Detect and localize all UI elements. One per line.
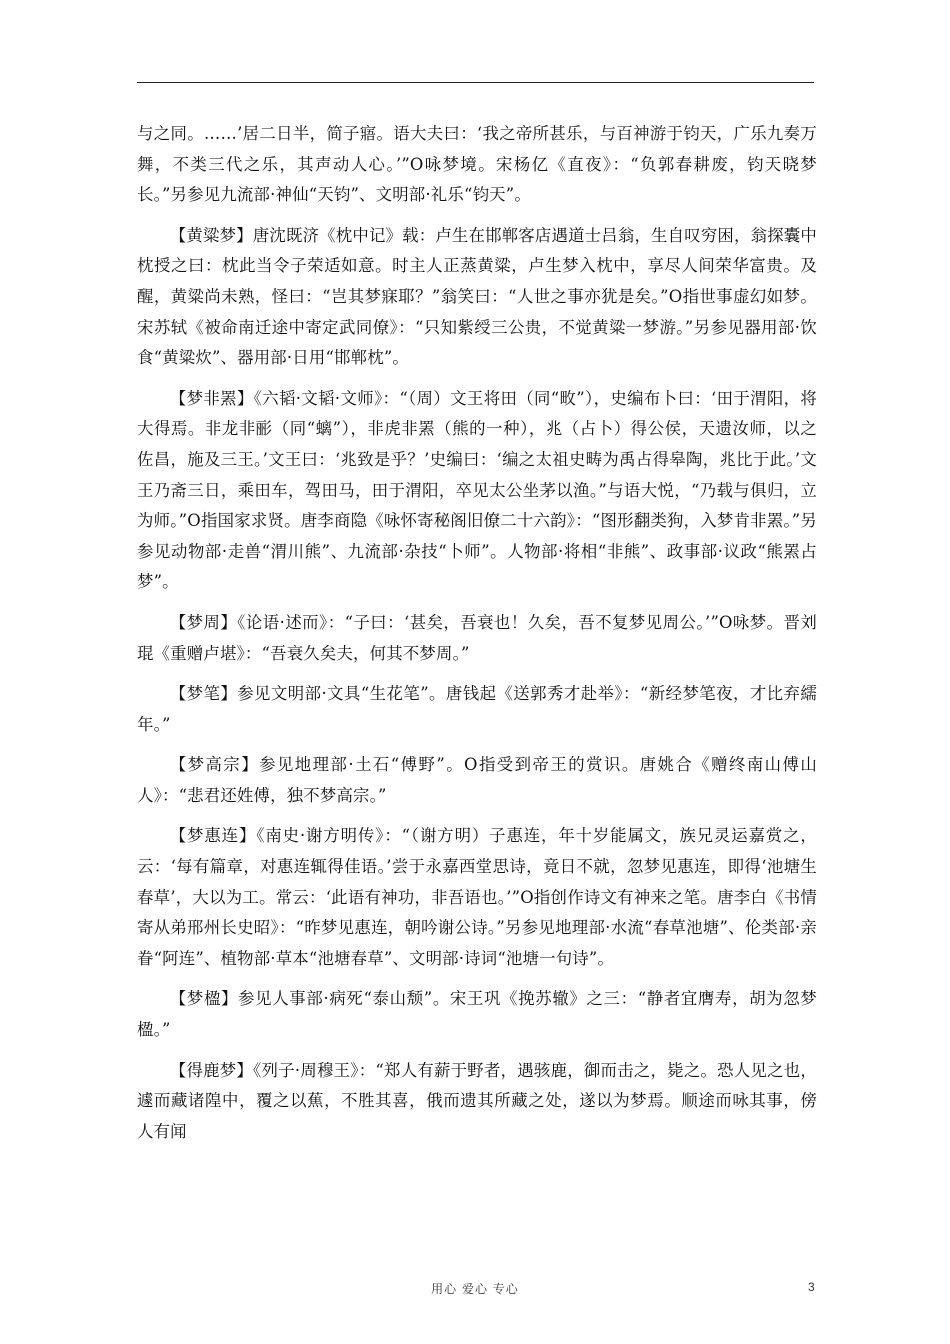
entry-heading: 【梦非罴】: [169, 388, 254, 408]
entry-paragraph: [137, 221, 817, 374]
entry-text: 《六韬·文韬·文师》：“（周）文王将田（同“畋”），史编布卜曰：‘田于渭阳，将大得焉。非龙非彨（同“螭”），非虎非罴（熊的一种），兆（占卜）得公侯，天遗汝师，以之佐昌，施及三王。’文王曰：‘兆致是乎？’史编曰：‘编之太祖史畴为禹占得皋陶，兆比于此。’文王乃斋三日，乘田车，驾田马，田于渭阳，卒见太公坐茅以渔。”与语大悦，“乃载与俱归，立为师。”O指国家求贤。唐李商隐《咏怀寄秘阁旧僚二十六韵》：“图形翻类狗，入梦肯非罴。”另参见动物部·走兽“渭川熊”、九流部·杂技“卜师”。人物部·将相“非熊”、政事部·议政“熊罴占梦”。: [137, 388, 817, 592]
entry-text: 《南史·谢方明传》：“（谢方明）子惠连，年十岁能属文，族兄灵运嘉赏之，云：‘每有篇章，对惠连辄得佳语。’尝于永嘉西堂思诗，竟日不就，忽梦见惠连，即得‘池塘生春草’，大以为工。常云：‘此语有神功，非吾语也。’”O指创作诗文有神来之笔。唐李白《书情寄从弟邢州长史昭》：“昨梦见惠连，朝吟谢公诗。”另参见地理部·水流“春草池塘”、伦类部·亲眷“阿连”、植物部·草本“池塘春草”、文明部·诗词“池塘一句诗”。: [137, 826, 817, 968]
entry-heading: 【梦高宗】: [169, 755, 260, 775]
entry-heading: 【梦楹】: [169, 989, 239, 1009]
entry-text: 参见文明部·文具“生花笔”。唐钱起《送郭秀才赴举》：“新经梦笔夜，才比弃繻年。”: [137, 684, 817, 734]
entry-heading: 【梦周】: [169, 612, 238, 632]
entry-paragraph: [137, 679, 817, 740]
entry-paragraph: [137, 821, 817, 974]
entry-paragraph: [137, 1056, 817, 1148]
entry-paragraph: [137, 608, 817, 669]
entry-text: 唐沈既济《枕中记》载：卢生在邯郸客店遇道士吕翁，生自叹穷困，翁探囊中枕授之曰：枕此当令子荣适如意。时主人正蒸黄粱，卢生梦入枕中，享尽人间荣华富贵。及醒，黄粱尚未熟，怪曰：“岂其梦寐耶？”翁笑曰：“人世之事亦犹是矣。”O指世事虚幻如梦。宋苏轼《被命南迁途中寄定武同僚》：“只知紫绶三公贵，不觉黄粱一梦游。”另参见器用部·饮食“黄粱炊”、器用部·日用“邯郸枕”。: [137, 225, 817, 368]
header-rule: [137, 82, 814, 83]
page-footer: [0, 1280, 950, 1300]
entry-heading: 【梦笔】: [169, 684, 238, 704]
page-body: [137, 119, 817, 1157]
entry-heading: 【梦惠连】: [169, 826, 257, 846]
entry-text: 与之同。……’居二日半，简子寤。语大夫曰：‘我之帝所甚乐，与百神游于钧天，广乐九奏万舞，不类三代之乐，其声动人心。’”O咏梦境。宋杨亿《直夜》：“负郭春耕废，钧天晓梦长。”另参见九流部·神仙“天钧”、文明部·礼乐“钧天”。: [137, 124, 817, 205]
entry-text: 参见人事部·病死“泰山颓”。宋王巩《挽苏辙》之三：“静者宜膺寿，胡为忽梦楹。”: [137, 989, 817, 1040]
entry-paragraph: [137, 119, 817, 211]
entry-text: 《列子·周穆王》：“郑人有薪于野者，遇骇鹿，御而击之，毙之。恐人见之也，遽而藏诸隍中，覆之以蕉，不胜其喜，俄而遗其所藏之处，遂以为梦焉。顺途而咏其事，傍人有闻: [137, 1060, 818, 1141]
entry-paragraph: [137, 984, 817, 1045]
entry-paragraph: [137, 750, 817, 811]
entry-heading: 【得鹿梦】: [169, 1060, 254, 1080]
entry-paragraph: [137, 384, 817, 598]
entry-text: 参见地理部·土石“傅野”。O指受到帝王的赏识。唐姚合《赠终南山傅山人》：“悲君还姓傅，独不梦高宗。”: [137, 755, 817, 805]
footer-motto: 用心 爱心 专心: [431, 1282, 519, 1296]
entry-heading: 【黄粱梦】: [169, 225, 253, 245]
entry-text: 《论语·述而》：“子曰：‘甚矣，吾衰也！久矣，吾不复梦见周公。’”O咏梦。晋刘琨《重赠卢堪》：“吾衰久矣夫，何其不梦周。”: [137, 612, 817, 663]
page-number: 3: [808, 1280, 815, 1294]
